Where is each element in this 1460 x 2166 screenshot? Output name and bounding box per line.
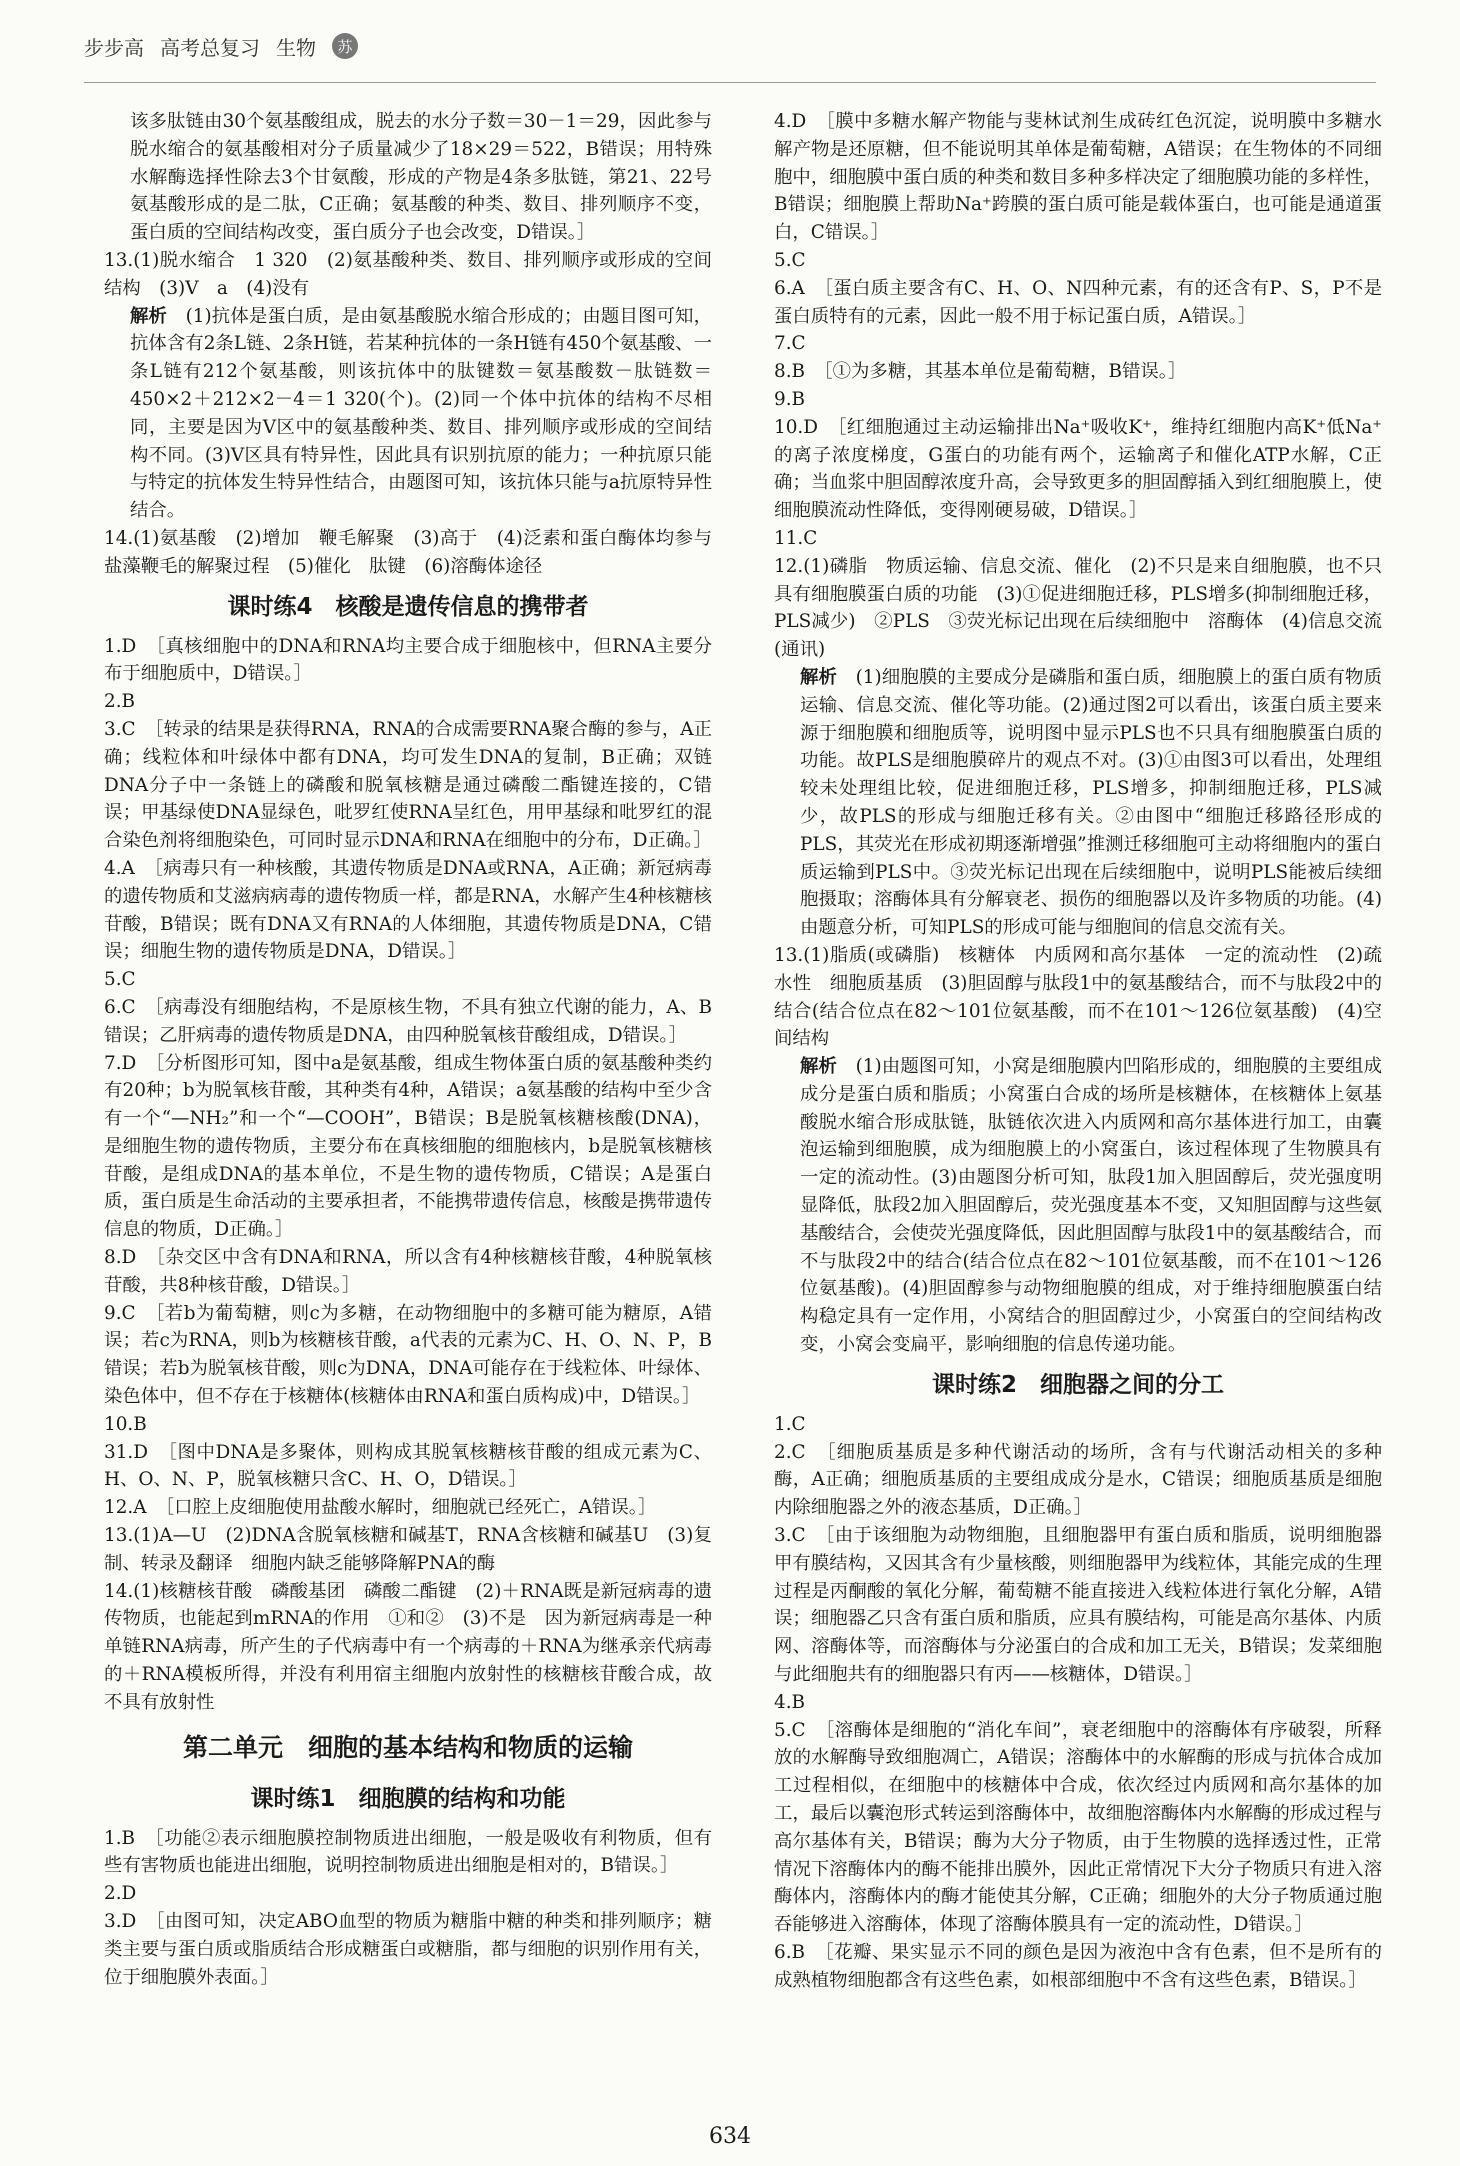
answer-item: 9.B (774, 388, 806, 410)
explanation-paragraph (774, 664, 1382, 942)
answer-item: 11.C (774, 527, 818, 549)
answer-item: 14.(1)氨基酸 (2)增加 鞭毛解聚 (3)高于 (4)泛素和蛋白酶体均参与盐藻鞭毛的解聚过程 (5)催化 肽键 (6)溶酶体途径 (104, 527, 712, 577)
page-header (84, 26, 374, 66)
answer-item: 13.(1)A—U (2)DNA含脱氧核糖和碱基T，RNA含核糖和碱基U (3)复制、转录及翻译 细胞内缺乏能够降解PNA的酶 (104, 1525, 712, 1574)
answer-item: 13.(1)脂质(或磷脂) 核糖体 内质网和高尔基体 一定的流动性 (2)疏水性 细胞质基质 (3)胆固醇与肽段1中的氨基酸结合，而不与肽段2中的结合(结合位点在82～101位氨基酸，而不在101～126位氨基酸) (4)空间结构 (774, 944, 1382, 1050)
answer-item: 3.D ［由图可知，决定ABO血型的物质为糖脂中糖的种类和排列顺序；糖类主要与蛋白质或脂质结合形成糖蛋白或糖脂，都与细胞的识别作用有关，位于细胞膜外表面。］ (104, 1911, 712, 1988)
answer-item: 31.D ［图中DNA是多聚体，则构成其脱氧核糖核苷酸的组成元素为C、H、O、N、P，脱氧核糖只含C、H、O，D错误。］ (104, 1441, 712, 1491)
answer-item: 2.C ［细胞质基质是多种代谢活动的场所，含有与代谢活动相关的多种酶，A正确；细胞质基质的主要组成成分是水，C错误；细胞质基质是细胞内除细胞器之外的液态基质，D正确。］ (774, 1441, 1382, 1519)
province-seal-icon: 苏 (332, 33, 358, 59)
answer-item: 3.C ［由于该细胞为动物细胞，且细胞器甲有蛋白质和脂质，说明细胞器甲有膜结构，又因其含有少量核酸，则细胞器甲为线粒体，其能完成的生理过程是丙酮酸的氧化分解，葡萄糖不能直接进入线粒体进行氧化分解，A错误；细胞器乙只含有蛋白质和脂质，应具有膜结构，可能是高尔基体、内质网、溶酶体等，而溶酶体与分泌蛋白的合成和加工无关，B错误；发菜细胞与此细胞共有的细胞器只有丙——核糖体，D错误。］ (774, 1525, 1382, 1686)
lesson-heading: 课时练4 核酸是遗传信息的携带者 (227, 593, 589, 620)
answer-item: 10.B (104, 1413, 147, 1435)
explanation-paragraph (774, 1053, 1382, 1359)
answer-item: 9.C ［若b为葡萄糖，则c为多糖，在动物细胞中的多糖可能为糖原，A错误；若c为RNA，则b为核糖核苷酸，a代表的元素为C、H、O、N、P，B错误；若b为脱氧核苷酸，则c为DNA，DNA可能存在于线粒体、叶绿体、染色体中，但不存在于核糖体(核糖体由RNA和蛋白质构成)中，D错误。］ (104, 1302, 712, 1408)
answer-item: 1.C (774, 1413, 806, 1435)
left-column (104, 108, 712, 1991)
explanation-text: (1)细胞膜的主要成分是磷脂和蛋白质，细胞膜上的蛋白质有物质运输、信息交流、催化等功能。(2)通过图2可以看出，该蛋白质主要来源于细胞膜和细胞质等，说明图中显示PLS也不只具有细胞膜蛋白质的功能。故PLS是细胞膜碎片的观点不对。(3)①由图3可以看出，处理组较未处理组比较，促进细胞迁移，PLS增多，抑制细胞迁移，PLS减少，故PLS的形成与细胞迁移有关。②由图中“细胞迁移路径形成的PLS，其荧光在形成初期逐渐增强”推测迁移细胞可主动将细胞内的蛋白质运输到PLS中。③荧光标记出现在后续细胞中，说明PLS能被后续细胞摄取；溶酶体具有分解衰老、损伤的细胞器以及许多物质的功能。(4)由题意分析，可知PLS的形成可能与细胞间的信息交流有关。 (800, 666, 1382, 939)
answer-item: 4.A ［病毒只有一种核酸，其遗传物质是DNA或RNA，A正确；新冠病毒的遗传物质和艾滋病病毒的遗传物质一样，都是RNA，水解产生4种核糖核苷酸，B错误；既有DNA又有RNA的人体细胞，其遗传物质是DNA，C错误；细胞生物的遗传物质是DNA，D错误。］ (104, 857, 712, 963)
explanation-text: (1)由题图可知，小窝是细胞膜内凹陷形成的，细胞膜的主要组成成分是蛋白质和脂质；小窝蛋白合成的场所是核糖体，在核糖体上氨基酸脱水缩合形成肽链，肽链依次进入内质网和高尔基体进行加工，由囊泡运输到细胞膜，成为细胞膜上的小窝蛋白，该过程体现了生物膜具有一定的流动性。(3)由题图分析可知，肽段1加入胆固醇后，荧光强度明显降低，肽段2加入胆固醇后，荧光强度基本不变，又知胆固醇与这些氨基酸结合，会使荧光强度降低，因此胆固醇与肽段1中的氨基酸结合，而不与肽段2中的结合(结合位点在82～101位氨基酸，而不在101～126位氨基酸)。(4)胆固醇参与动物细胞膜的组成，对于维持细胞膜蛋白结构稳定具有一定作用，小窝结合的胆固醇过少，小窝蛋白的空间结构改变，小窝会变扁平，影响细胞的信息传递功能。 (800, 1056, 1382, 1356)
answer-item: 13.(1)脱水缩合 1 320 (2)氨基酸种类、数目、排列顺序或形成的空间结构 (3)V a (4)没有 (104, 249, 712, 299)
answer-item: 1.D ［真核细胞中的DNA和RNA均主要合成于细胞核中，但RNA主要分布于细胞质中，D错误。］ (104, 635, 712, 685)
answer-item: 7.C (774, 333, 806, 355)
answer-item: 10.D ［红细胞通过主动运输排出Na⁺吸收K⁺，维持红细胞内高K⁺低Na⁺的离子浓度梯度，G蛋白的功能有两个，运输离子和催化ATP水解，C正确；当血浆中胆固醇浓度升高，会导致更多的胆固醇插入到红细胞膜上，使细胞膜流动性降低，变得刚硬易破，D错误。］ (774, 416, 1382, 522)
header-divider (84, 82, 1376, 83)
lesson-heading: 课时练2 细胞器之间的分工 (931, 1371, 1224, 1398)
explanation-label: 解析 (130, 305, 168, 327)
answer-item: 6.B ［花瓣、果实显示不同的颜色是因为液泡中含有色素，但不是所有的成熟植物细胞都含有这些色素，如根部细胞中不含有这些色素，B错误。］ (774, 1942, 1382, 1991)
subject-label: 生物 (276, 35, 316, 60)
answer-item: 4.B (774, 1691, 806, 1713)
explanation-paragraph (104, 303, 712, 525)
unit-heading: 第二单元 细胞的基本结构和物质的运输 (182, 1732, 633, 1762)
answer-item: 5.C ［溶酶体是细胞的“消化车间”，衰老细胞中的溶酶体有序破裂，所释放的水解酶导致细胞凋亡，A错误；溶酶体中的水解酶的形成与抗体合成加工过程相似，在细胞中的核糖体中合成，依次经过内质网和高尔基体的加工，最后以囊泡形式转运到溶酶体中，故细胞溶酶体内水解酶的形成过程与高尔基体有关，B错误；酶为大分子物质，由于生物膜的选择透过性，正常情况下溶酶体内的酶不能排出膜外，因此正常情况下大分子物质只有进入溶酶体内，溶酶体内的酶才能使其分解，C正确；细胞外的大分子物质通过胞吞能够进入溶酶体，体现了溶酶体膜具有一定的流动性，D错误。］ (774, 1719, 1382, 1936)
answer-item: 6.A ［蛋白质主要含有C、H、O、N四种元素，有的还含有P、S，P不是蛋白质特有的元素，因此一般不用于标记蛋白质，A错误。］ (774, 277, 1382, 327)
answer-item: 5.C (774, 249, 806, 271)
explanation-text: (1)抗体是蛋白质，是由氨基酸脱水缩合形成的；由题目图可知，抗体含有2条L链、2条H链，若某种抗体的一条H链有450个氨基酸、一条L链有212个氨基酸，则该抗体中的肽键数＝氨基酸数－肽链数＝450×2＋212×2－4＝1 320(个)。(2)同一个体中抗体的结构不尽相同，主要是因为V区中的氨基酸种类、数目、排列顺序或形成的空间结构不同。(3)V区具有特异性，因此具有识别抗原的能力；一种抗原只能与特定的抗体发生特异性结合，由题图可知，该抗体只能与a抗原特异性结合。 (130, 305, 712, 522)
answer-item: 6.C ［病毒没有细胞结构，不是原核生物，不具有独立代谢的能力，A、B错误；乙肝病毒的遗传物质是DNA，由四种脱氧核苷酸组成，D错误。］ (104, 996, 712, 1046)
right-column (774, 108, 1382, 1995)
answer-item: 14.(1)核糖核苷酸 磷酸基团 磷酸二酯键 (2)＋RNA既是新冠病毒的遗传物质，也能起到mRNA的作用 ①和② (3)不是 因为新冠病毒是一种单链RNA病毒，所产生的子代病毒中有一个病毒的＋RNA为继承亲代病毒的＋RNA模板所得，并没有利用宿主细胞内放射性的核糖核苷酸合成，故不具有放射性 (104, 1580, 712, 1713)
answer-item: 2.B (104, 691, 136, 713)
answer-item: 3.C ［转录的结果是获得RNA，RNA的合成需要RNA聚合酶的参与，A正确；线粒体和叶绿体中都有DNA，均可发生DNA的复制，B正确；双链DNA分子中一条链上的磷酸和脱氧核糖是通过磷酸二酯键连接的，C错误；甲基绿使DNA显绿色，吡罗红使RNA呈红色，用甲基绿和吡罗红的混合染色剂将细胞染色，可同时显示DNA和RNA在细胞中的分布，D正确。］ (104, 718, 712, 852)
answer-item: 12.(1)磷脂 物质运输、信息交流、催化 (2)不只是来自细胞膜，也不只具有细胞膜蛋白质的功能 (3)①促进细胞迁移，PLS增多(抑制细胞迁移，PLS减少) ②PLS ③荧光标记出现在后续细胞中 溶酶体 (4)信息交流(通讯) (774, 555, 1382, 661)
series-label: 高考总复习 (160, 35, 260, 60)
answer-item: 该多肽链由30个氨基酸组成，脱去的水分子数＝30－1＝29，因此参与脱水缩合的氨基酸相对分子质量减少了18×29＝522，B错误；用特殊水解酶选择性除去3个甘氨酸，形成的产物是4条多肽链，第21、22号氨基酸形成的是二肽，C正确；氨基酸的种类、数目、排列顺序不变，蛋白质的空间结构改变，蛋白质分子也会改变，D错误。］ (130, 111, 712, 244)
answer-item: 4.D ［膜中多糖水解产物能与斐林试剂生成砖红色沉淀，说明膜中多糖水解产物是还原糖，但不能说明其单体是葡萄糖，A错误；在生物体的不同细胞中，细胞膜中蛋白质的种类和数目多种多样决定了细胞膜功能的多样性，B错误；细胞膜上帮助Na⁺跨膜的蛋白质可能是载体蛋白，也可能是通道蛋白，C错误。］ (774, 111, 1382, 244)
answer-item: 12.A ［口腔上皮细胞使用盐酸水解时，细胞就已经死亡，A错误。］ (104, 1497, 657, 1519)
answer-item: 8.D ［杂交区中含有DNA和RNA，所以含有4种核糖核苷酸，4种脱氧核苷酸，共8种核苷酸，D错误。］ (104, 1247, 712, 1296)
explanation-label: 解析 (800, 666, 838, 688)
answer-item: 7.D ［分析图形可知，图中a是氨基酸，组成生物体蛋白质的氨基酸种类约有20种；b为脱氧核苷酸，其种类有4种，A错误；a氨基酸的结构中至少含有一个“—NH₂”和一个“—COOH”，B错误；B是脱氧核糖核酸(DNA)，是细胞生物的遗传物质，主要分布在真核细胞的细胞核内，b是脱氧核糖核苷酸，是组成DNA的基本单位，不是生物的遗传物质，C错误；A是蛋白质，蛋白质是生命活动的主要承担者，不能携带遗传信息，核酸是携带遗传信息的物质，D正确。］ (104, 1052, 712, 1241)
answer-item: 5.C (104, 969, 136, 991)
answer-item: 8.B ［①为多糖，其基本单位是葡萄糖，B错误。］ (774, 361, 1187, 383)
answer-item: 2.D (104, 1883, 137, 1905)
page-number: 634 (709, 2124, 751, 2149)
brand-label: 步步高 (84, 35, 144, 60)
answer-item: 1.B ［功能②表示细胞膜控制物质进出细胞，一般是吸收有利物质，但有些有害物质也能进出细胞，说明控制物质进出细胞是相对的，B错误。］ (104, 1827, 712, 1877)
explanation-label: 解析 (800, 1056, 838, 1078)
lesson-heading: 课时练1 细胞膜的结构和功能 (250, 1785, 566, 1812)
